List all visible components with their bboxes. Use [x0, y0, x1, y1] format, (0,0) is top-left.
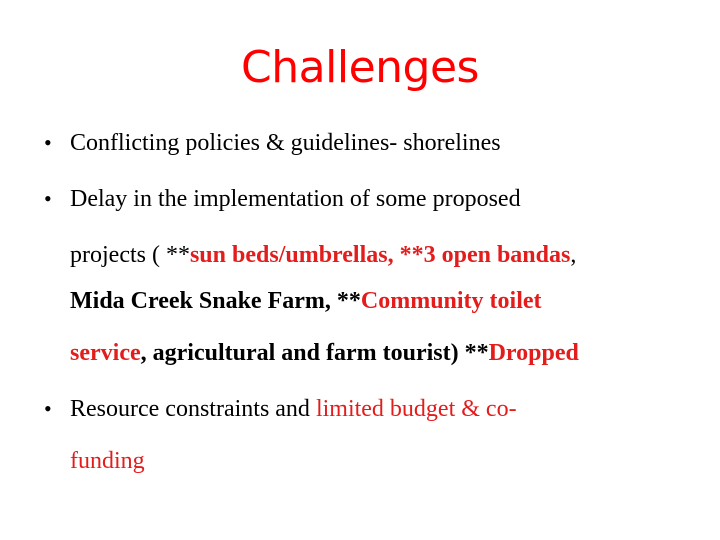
- bullet-2-text: , agricultural and farm tourist) **: [140, 340, 489, 366]
- bullet-2-text: ,: [570, 242, 577, 268]
- highlight-text: Dropped: [488, 340, 579, 366]
- highlight-text: Community toilet: [360, 288, 542, 314]
- bullet-marker: •: [44, 396, 52, 421]
- bullet-2-text: Delay in the implementation of some proposed: [70, 186, 521, 212]
- bullet-3-line-1: [70, 394, 517, 424]
- highlight-text: service: [70, 340, 141, 366]
- bullet-2-text: Mida Creek Snake Farm, **: [70, 288, 361, 314]
- bullet-2-line-1: [70, 184, 521, 214]
- bullet-2-line-2: [70, 240, 576, 270]
- bullet-3-line-2: [70, 446, 145, 476]
- highlight-text: sun beds/umbrellas, **3 open bandas: [189, 242, 571, 268]
- bullet-3-text: Resource constraints and: [70, 396, 316, 422]
- highlight-text: limited budget & co-: [315, 396, 517, 422]
- bullet-2-line-4: [70, 338, 579, 368]
- bullet-2-line-3: [70, 286, 542, 316]
- bullet-marker: •: [44, 186, 52, 211]
- bullet-2-text: projects ( **: [70, 242, 190, 268]
- slide-title: Challenges: [241, 42, 479, 93]
- highlight-text: funding: [70, 448, 145, 474]
- bullet-1-text: Conflicting policies & guidelines- shorelines: [70, 130, 501, 156]
- bullet-marker: •: [44, 130, 52, 155]
- bullet-1-line-1: [70, 128, 501, 158]
